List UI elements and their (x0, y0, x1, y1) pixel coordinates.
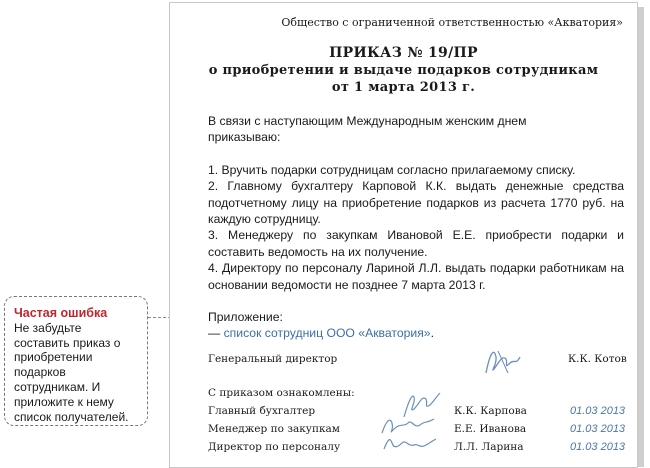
order-item-1: 1. Вручить подарки сотрудницам согласно прилагаемому списку. (208, 162, 576, 177)
appendix-line (208, 325, 624, 341)
director-signature-icon (480, 343, 526, 381)
callout-text: Не забудьте составить приказ о приобретении подарков сотрудникам. И приложите к нему список получателей. (14, 320, 129, 424)
row-role-purchasing-manager: Менеджер по закупкам (208, 423, 340, 435)
intro-line-1: В связи с наступающим Международным женским днем (208, 114, 527, 128)
order-document (169, 2, 638, 468)
order-item-3: 3. Менеджеру по закупкам Ивановой Е.Е. приобрести подарки и составить ведомость на их получение. (208, 228, 624, 259)
order-body (208, 113, 624, 342)
document-subtitle: о приобретении и выдаче подарков сотрудникам (208, 63, 599, 78)
order-item-4: 4. Директору по персоналу Лариной Л.Л. выдать подарки работникам на основании ведомости не позднее 7 марта 2013 г. (208, 261, 624, 292)
organization-name: Общество с ограниченной ответственностью «Акватория» (281, 16, 623, 29)
document-date: от 1 марта 2013 г. (331, 80, 476, 95)
callout-title: Частая ошибка (14, 306, 108, 320)
row-date-karpova: 01.03 2013 (570, 405, 626, 417)
appendix-dash: — (208, 326, 221, 341)
larina-signature-icon (380, 433, 440, 457)
row-role-hr-director: Директор по персоналу (208, 441, 341, 453)
acquainted-label: С приказом ознакомлены: (208, 387, 355, 399)
row-name-larina: Л.Л. Ларина (454, 441, 524, 453)
order-item-2: 2. Главному бухгалтеру Карповой К.К. выдать денежные средства подотчетному лицу на приобретение подарков из расчета 1770 руб. на каждую сотрудницу. (208, 179, 624, 227)
appendix-label: Приложение: (208, 310, 283, 325)
director-role: Генеральный директор (208, 353, 338, 365)
document-title: ПРИКАЗ № 19/ПР (329, 45, 478, 61)
row-date-ivanova: 01.03 2013 (570, 423, 626, 435)
appendix-link[interactable]: список сотрудниц ООО «Акватория» (223, 326, 431, 341)
row-name-ivanova: Е.Е. Иванова (454, 423, 527, 435)
row-name-karpova: К.К. Карпова (454, 405, 527, 417)
director-name: К.К. Котов (568, 353, 627, 365)
row-role-chief-accountant: Главный бухгалтер (208, 405, 316, 417)
intro-line-2: приказываю: (208, 130, 281, 145)
appendix-period: . (430, 326, 434, 341)
row-date-larina: 01.03 2013 (570, 441, 626, 453)
common-mistake-callout (4, 296, 148, 426)
